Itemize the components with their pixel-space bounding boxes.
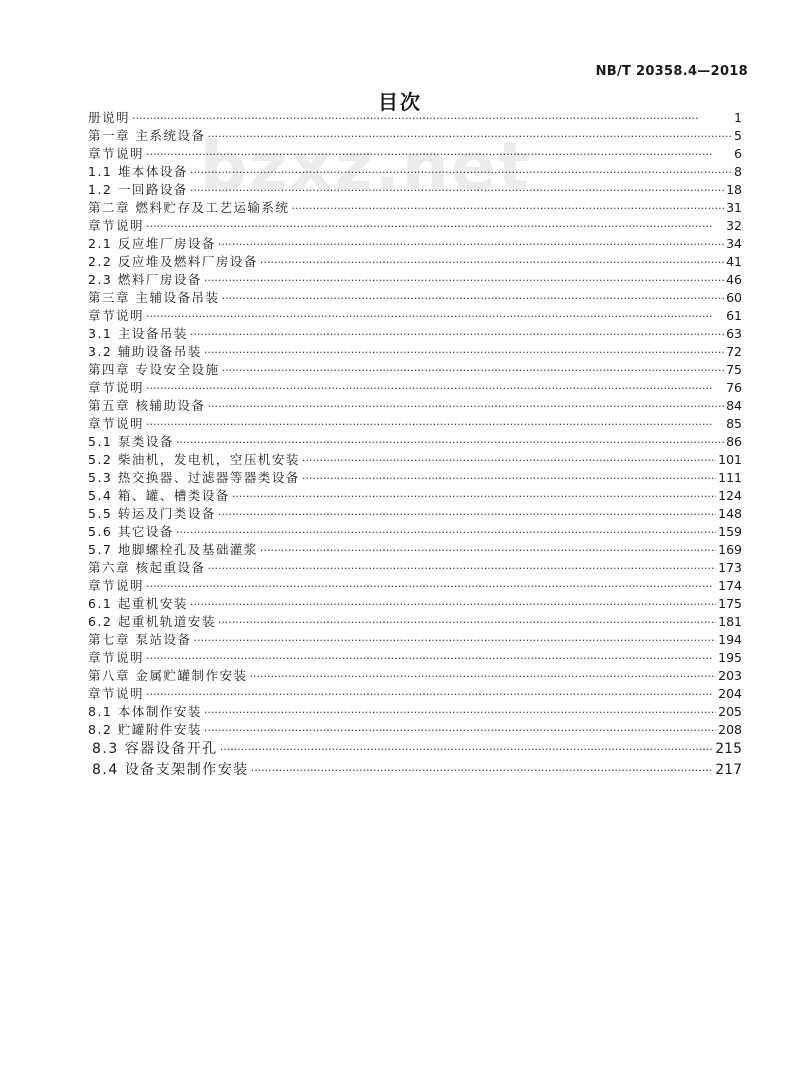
toc-entry-label: 章节说明 xyxy=(88,416,145,431)
toc-entry[interactable] xyxy=(88,433,742,451)
toc-leader-dots xyxy=(221,362,724,380)
toc-entry-page-number: 5 xyxy=(734,128,742,143)
toc-leader-dots xyxy=(302,470,716,488)
toc-entry[interactable] xyxy=(88,343,742,361)
toc-leader-dots xyxy=(218,614,716,632)
toc-leader-dots xyxy=(146,146,732,164)
toc-leader-dots xyxy=(260,542,716,560)
toc-leader-dots xyxy=(251,760,714,781)
toc-entry-page-number: 169 xyxy=(718,542,742,557)
toc-leader-dots xyxy=(207,128,732,146)
toc-entry[interactable] xyxy=(88,487,742,505)
toc-entry-label: 章节说明 xyxy=(88,650,145,665)
toc-entry-page-number: 8 xyxy=(734,164,742,179)
toc-entry[interactable] xyxy=(88,145,742,163)
toc-entry-label: 2.3 燃料厂房设备 xyxy=(88,272,202,287)
toc-leader-dots xyxy=(207,560,716,578)
toc-entry-page-number: 174 xyxy=(718,578,742,593)
toc-entry-page-number: 85 xyxy=(726,416,742,431)
toc-entry[interactable] xyxy=(88,253,742,271)
toc-leader-dots xyxy=(291,200,724,218)
toc-leader-dots xyxy=(146,308,724,326)
toc-leader-dots xyxy=(207,398,724,416)
toc-entry-page-number: 175 xyxy=(718,596,742,611)
toc-entry[interactable] xyxy=(88,469,742,487)
toc-leader-dots xyxy=(302,452,716,470)
toc-entry[interactable] xyxy=(88,577,742,595)
toc-entry-label: 章节说明 xyxy=(88,380,145,395)
toc-entry[interactable] xyxy=(88,109,742,127)
toc-leader-dots xyxy=(146,686,716,704)
toc-entry-page-number: 194 xyxy=(718,632,742,647)
toc-entry[interactable] xyxy=(88,397,742,415)
toc-leader-dots xyxy=(146,650,716,668)
toc-entry[interactable] xyxy=(88,217,742,235)
toc-entry[interactable] xyxy=(88,307,742,325)
toc-entry-page-number: 1 xyxy=(734,110,742,125)
toc-entry-label: 第五章 核辅助设备 xyxy=(88,398,206,413)
toc-entry-label: 章节说明 xyxy=(88,308,145,323)
toc-entry-label: 8.2 贮罐附件安装 xyxy=(88,722,202,737)
toc-entry[interactable] xyxy=(88,595,742,613)
toc-leader-dots xyxy=(204,344,724,362)
toc-entry-label: 5.7 地脚螺栓孔及基础灌浆 xyxy=(88,542,258,557)
toc-leader-dots xyxy=(190,164,732,182)
toc-entry[interactable] xyxy=(88,271,742,289)
toc-entry[interactable] xyxy=(92,739,742,760)
toc-entry-page-number: 148 xyxy=(718,506,742,521)
toc-leader-dots xyxy=(132,110,732,128)
toc-entry[interactable] xyxy=(88,703,742,721)
toc-leader-dots xyxy=(204,722,716,740)
toc-entry-page-number: 173 xyxy=(718,560,742,575)
toc-leader-dots xyxy=(176,524,716,542)
toc-entry-page-number: 41 xyxy=(726,254,742,269)
toc-entry-label: 5.2 柴油机，发电机，空压机安装 xyxy=(88,452,300,467)
toc-entry[interactable] xyxy=(88,505,742,523)
toc-entry-page-number: 84 xyxy=(726,398,742,413)
toc-entry-page-number: 18 xyxy=(726,182,742,197)
toc-entry-label: 8.4 设备支架制作安装 xyxy=(92,762,249,778)
toc-entry-label: 第三章 主辅设备吊装 xyxy=(88,290,220,305)
toc-entry-page-number: 205 xyxy=(718,704,742,719)
toc-entry-page-number: 208 xyxy=(718,722,742,737)
toc-entry-page-number: 46 xyxy=(726,272,742,287)
table-of-contents xyxy=(88,109,742,781)
toc-leader-dots xyxy=(260,254,724,272)
toc-entry-label: 册说明 xyxy=(88,110,131,125)
toc-entry[interactable] xyxy=(88,379,742,397)
toc-entry-label: 6.1 起重机安装 xyxy=(88,596,188,611)
toc-entry-label: 第六章 核起重设备 xyxy=(88,560,206,575)
toc-entry-label: 章节说明 xyxy=(88,686,145,701)
toc-entry-page-number: 75 xyxy=(726,362,742,377)
toc-leader-dots xyxy=(190,326,724,344)
toc-entry[interactable] xyxy=(88,289,742,307)
toc-entry[interactable] xyxy=(88,181,742,199)
toc-entry-label: 章节说明 xyxy=(88,146,145,161)
toc-leader-dots xyxy=(190,182,724,200)
toc-entry[interactable] xyxy=(88,559,742,577)
toc-entry-label: 3.1 主设备吊装 xyxy=(88,326,188,341)
toc-entry-page-number: 72 xyxy=(726,344,742,359)
toc-leader-dots xyxy=(220,739,714,760)
toc-leader-dots xyxy=(204,272,724,290)
toc-leader-dots xyxy=(249,668,716,686)
toc-entry-label: 5.3 热交换器、过滤器等器类设备 xyxy=(88,470,300,485)
toc-entry[interactable] xyxy=(88,541,742,559)
toc-entry-label: 5.5 转运及门类设备 xyxy=(88,506,216,521)
toc-entry-label: 第七章 泵站设备 xyxy=(88,632,192,647)
toc-entry-page-number: 63 xyxy=(726,326,742,341)
toc-entry[interactable] xyxy=(88,361,742,379)
toc-entry-page-number: 204 xyxy=(718,686,742,701)
toc-leader-dots xyxy=(146,380,724,398)
toc-entry-page-number: 195 xyxy=(718,650,742,665)
toc-entry-label: 章节说明 xyxy=(88,578,145,593)
toc-entry[interactable] xyxy=(88,163,742,181)
toc-entry-label: 第二章 燃料贮存及工艺运输系统 xyxy=(88,200,290,215)
toc-entry-page-number: 181 xyxy=(718,614,742,629)
toc-entry-label: 第一章 主系统设备 xyxy=(88,128,206,143)
toc-entry[interactable] xyxy=(88,523,742,541)
toc-entry-page-number: 217 xyxy=(715,762,742,778)
toc-entry-label: 2.1 反应堆厂房设备 xyxy=(88,236,216,251)
toc-entry[interactable] xyxy=(88,199,742,217)
toc-entry-page-number: 215 xyxy=(715,741,742,757)
toc-entry-page-number: 111 xyxy=(718,470,742,485)
toc-entry-page-number: 31 xyxy=(726,200,742,215)
toc-leader-dots xyxy=(146,416,724,434)
standard-number: NB/T 20358.4—2018 xyxy=(595,64,748,79)
toc-entry-page-number: 124 xyxy=(718,488,742,503)
toc-entry-page-number: 101 xyxy=(718,452,742,467)
toc-entry-label: 5.4 箱、罐、槽类设备 xyxy=(88,488,230,503)
toc-entry-page-number: 60 xyxy=(726,290,742,305)
toc-entry-label: 5.1 泵类设备 xyxy=(88,434,174,449)
toc-entry-label: 3.2 辅助设备吊装 xyxy=(88,344,202,359)
toc-entry-page-number: 32 xyxy=(726,218,742,233)
toc-entry-page-number: 34 xyxy=(726,236,742,251)
toc-entry[interactable] xyxy=(88,685,742,703)
toc-entry-label: 1.1 堆本体设备 xyxy=(88,164,188,179)
toc-entry[interactable] xyxy=(88,127,742,145)
toc-leader-dots xyxy=(190,596,716,614)
toc-entry-page-number: 6 xyxy=(734,146,742,161)
toc-entry[interactable] xyxy=(88,235,742,253)
toc-leader-dots xyxy=(176,434,724,452)
toc-entry-label: 第四章 专设安全设施 xyxy=(88,362,220,377)
toc-leader-dots xyxy=(218,506,716,524)
toc-entry-page-number: 61 xyxy=(726,308,742,323)
toc-entry-label: 5.6 其它设备 xyxy=(88,524,174,539)
toc-leader-dots xyxy=(146,218,724,236)
page-title: 目次 xyxy=(378,90,422,114)
toc-entry-page-number: 203 xyxy=(718,668,742,683)
toc-entry-label: 8.3 容器设备开孔 xyxy=(92,741,218,757)
toc-entry[interactable] xyxy=(88,325,742,343)
toc-leader-dots xyxy=(232,488,716,506)
toc-entry[interactable] xyxy=(88,631,742,649)
toc-entry[interactable] xyxy=(88,613,742,631)
toc-entry[interactable] xyxy=(88,415,742,433)
watermark: bzxz.net xyxy=(200,128,532,205)
toc-entry-page-number: 76 xyxy=(726,380,742,395)
toc-entry[interactable] xyxy=(88,721,742,739)
toc-leader-dots xyxy=(218,236,724,254)
toc-leader-dots xyxy=(221,290,724,308)
toc-entry-label: 2.2 反应堆及燃料厂房设备 xyxy=(88,254,258,269)
toc-entry-label: 1.2 一回路设备 xyxy=(88,182,188,197)
toc-entry-label: 第八章 金属贮罐制作安装 xyxy=(88,668,248,683)
toc-entry[interactable] xyxy=(88,667,742,685)
toc-entry-label: 章节说明 xyxy=(88,218,145,233)
toc-leader-dots xyxy=(193,632,716,650)
toc-entry-page-number: 86 xyxy=(726,434,742,449)
toc-entry[interactable] xyxy=(88,451,742,469)
toc-entry-page-number: 159 xyxy=(718,524,742,539)
toc-entry-label: 6.2 起重机轨道安装 xyxy=(88,614,216,629)
toc-entry-label: 8.1 本体制作安装 xyxy=(88,704,202,719)
toc-leader-dots xyxy=(204,704,716,722)
toc-entry[interactable] xyxy=(92,760,742,781)
toc-leader-dots xyxy=(146,578,716,596)
toc-entry[interactable] xyxy=(88,649,742,667)
